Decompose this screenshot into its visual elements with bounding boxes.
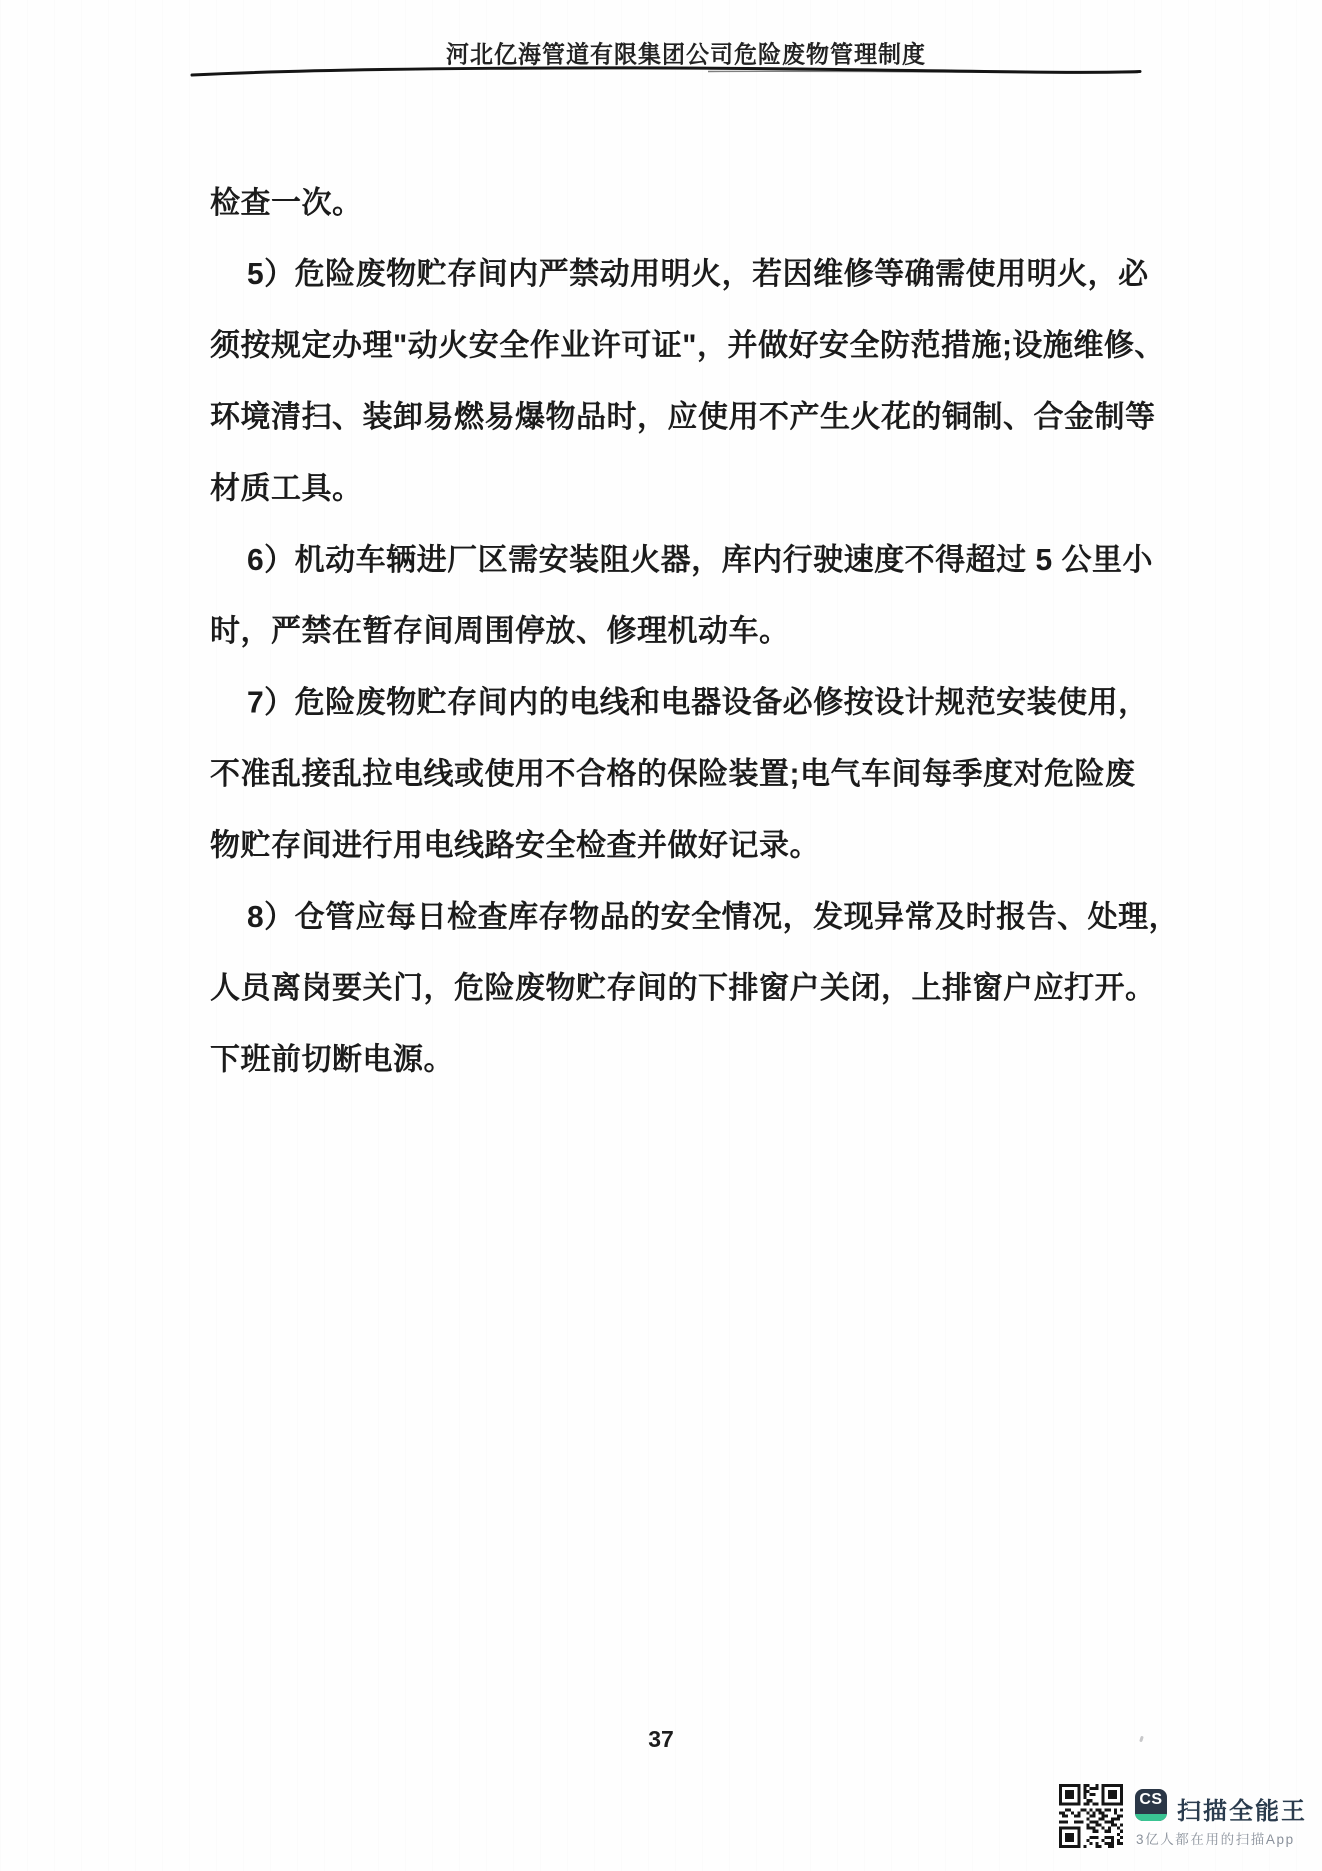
body-line-item-6: 6）机动车辆进厂区需安装阻火器，库内行驶速度不得超过 5 公里小 [247, 543, 1154, 577]
body-line: 下班前切断电源。 [210, 1043, 454, 1077]
header-rule-line [188, 64, 1144, 82]
body-line: 检查一次。 [210, 186, 363, 220]
cs-logo-label: CS [1139, 1791, 1163, 1808]
body-line: 时，严禁在暂存间周围停放、修理机动车。 [210, 614, 790, 649]
camscanner-logo-icon [1135, 1789, 1167, 1821]
body-line: 须按规定办理"动火安全作业许可证"，并做好安全防范措施;设施维修、 [210, 329, 1165, 363]
cs-logo-teal-bar [1135, 1814, 1167, 1821]
qr-code-icon [1059, 1784, 1123, 1848]
body-line: 物贮存间进行用电线路安全检查并做好记录。 [210, 828, 820, 863]
document-body [210, 168, 1180, 1096]
camscanner-app-name: 扫描全能王 [1177, 1798, 1307, 1825]
camscanner-tagline: 3亿人都在用的扫描App [1136, 1832, 1295, 1847]
body-line: 人员离岗要关门，危险废物贮存间的下排窗户关闭，上排窗户应打开。 [210, 971, 1156, 1006]
body-line: 不准乱接乱拉电线或使用不合格的保险装置;电气车间每季度对危险废 [210, 757, 1136, 792]
body-line: 环境清扫、装卸易燃易爆物品时，应使用不产生火花的铜制、合金制等 [210, 400, 1156, 435]
body-line: 材质工具。 [210, 471, 363, 506]
body-line-item-8: 8）仓管应每日检查库存物品的安全情况，发现异常及时报告、处理， [247, 900, 1180, 934]
document-header-title: 河北亿海管道有限集团公司危险废物管理制度 [446, 41, 926, 68]
body-line-item-5: 5）危险废物贮存间内严禁动用明火，若因维修等确需使用明火，必 [247, 257, 1149, 292]
page-number: 37 [648, 1726, 674, 1752]
body-line-item-7: 7）危险废物贮存间内的电线和电器设备必修按设计规范安装使用， [247, 686, 1149, 720]
camscanner-watermark [1059, 1784, 1307, 1850]
